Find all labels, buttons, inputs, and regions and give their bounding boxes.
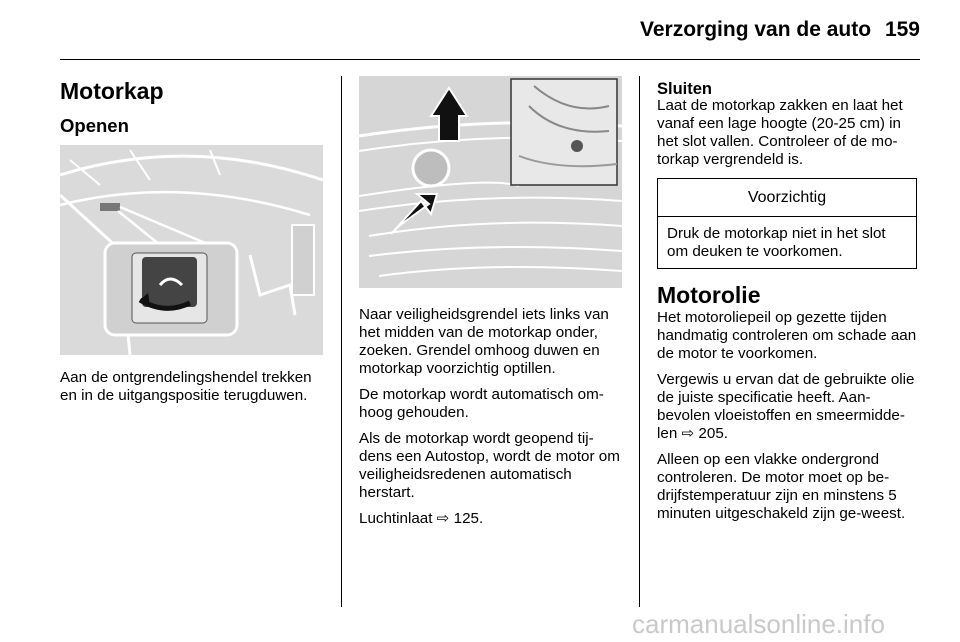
- page-number: 159: [884, 18, 920, 41]
- image1-caption: Aan de ontgrendelingshendel trekken en in de uitgangspositie terugduwen.: [60, 369, 312, 404]
- caution-box: [657, 178, 917, 269]
- paragraph-held-open: De motorkap wordt automatisch om-hoog gehouden.: [359, 386, 604, 421]
- paragraph-sluiten: Laat de motorkap zakken en laat het vanaf een lage hoogte (20-25 cm) in het slot vallen. Controleer of de mo-torkap vergrendeld is.: [657, 97, 903, 168]
- paragraph-safety-catch: Naar veiligheidsgrendel iets links van het midden van de motorkap onder, zoeken. Grendel omhoog duwen en motorkap voorzichtig optillen.: [359, 306, 609, 377]
- paragraph-autostop: Als de motorkap wordt geopend tij-dens een Autostop, wordt de motor om veiligheidsredenen automatisch herstart.: [359, 430, 620, 501]
- safety-catch-drawing: [359, 76, 622, 288]
- column2-body: [359, 306, 625, 536]
- hood-release-lever-illustration: [60, 145, 323, 355]
- paragraph-oil-spec: Vergewis u ervan dat de gebruikte olie de juiste specificatie heeft. Aan-bevolen vloeistoffen en smeermidde-len ⇨ 205.: [657, 371, 915, 442]
- paragraph-oil-check: Het motoroliepeil op gezette tijden handmatig controleren om schade aan de motor te voorkomen.: [657, 309, 917, 362]
- caution-text: Druk de motorkap niet in het slot om deuken te voorkomen.: [667, 225, 886, 260]
- section-heading-motorkap: Motorkap: [60, 78, 164, 104]
- column-divider-1: [341, 76, 342, 607]
- paragraph-air-intake-ref[interactable]: Luchtinlaat ⇨ 125.: [359, 510, 484, 527]
- header-rule: [60, 59, 920, 60]
- column3-motorolie-body: [657, 309, 922, 531]
- section-heading-motorolie: Motorolie: [657, 282, 761, 308]
- caution-title: Voorzichtig: [658, 179, 916, 217]
- heading-sluiten: Sluiten: [657, 80, 713, 98]
- watermark: carmanualsonline.info: [632, 609, 885, 639]
- safety-catch-illustration: [359, 76, 622, 288]
- subheading-openen: Openen: [60, 115, 129, 136]
- paragraph-level-ground: Alleen op een vlakke ondergrond controleren. De motor moet op be-drijfstemperatuur zijn en minstens 5 minuten uitgeschakeld zijn ge-weest.: [657, 451, 906, 522]
- hood-release-lever-drawing: [60, 145, 323, 355]
- column-divider-2: [639, 76, 640, 607]
- running-header-title: Verzorging van de auto: [640, 18, 872, 41]
